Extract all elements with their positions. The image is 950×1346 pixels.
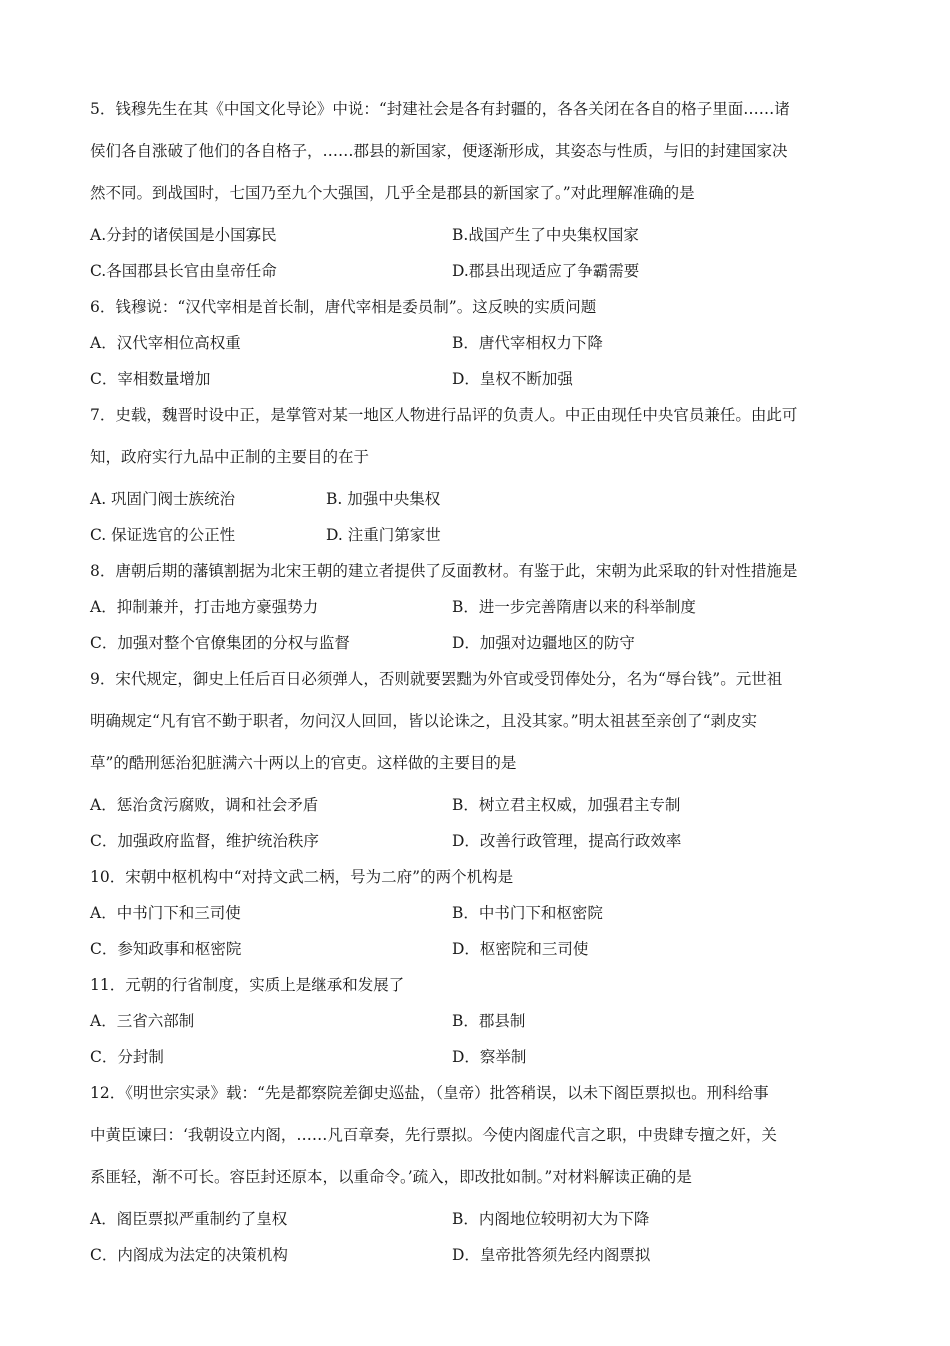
option-d: D. 注重门第家世	[326, 526, 441, 544]
option-b: B．唐代宰相权力下降	[452, 334, 603, 352]
question-stem-line: 侯们各自涨破了他们的各自格子，……郡县的新国家，便逐渐形成，其姿态与性质，与旧的封建国家决	[90, 142, 788, 160]
question-stem-line: 系匪轻，渐不可长。容臣封还原本，以重命令。’疏入，即改批如制。”对材料解读正确的是	[90, 1168, 692, 1186]
question-stem-line: 6．钱穆说：“汉代宰相是首长制，唐代宰相是委员制”。这反映的实质问题	[90, 298, 597, 316]
question-5	[90, 94, 860, 292]
option-row	[90, 790, 860, 826]
option-d: D.郡县出现适应了争霸需要	[452, 262, 640, 280]
question-12	[90, 1078, 860, 1276]
option-b: B．郡县制	[452, 1012, 526, 1030]
option-b: B．进一步完善隋唐以来的科举制度	[452, 598, 696, 616]
question-stem-line: 草”的酷刑惩治犯脏满六十两以上的官吏。这样做的主要目的是	[90, 754, 517, 772]
question-11	[90, 970, 860, 1078]
option-b: B．树立君主权威，加强君主专制	[452, 796, 681, 814]
option-a: A. 巩固门阀士族统治	[90, 490, 236, 508]
option-row	[90, 484, 860, 520]
option-row	[90, 826, 860, 862]
question-stem-line: 12．《明世宗实录》载：“先是都察院差御史巡盐，（皇帝）批答稍误，以未下阁臣票拟也。刑科给事	[90, 1084, 769, 1102]
option-d: D．皇权不断加强	[452, 370, 573, 388]
option-b: B．内阁地位较明初大为下降	[452, 1210, 650, 1228]
option-a: A．三省六部制	[90, 1012, 195, 1030]
option-a: A．汉代宰相位高权重	[90, 334, 241, 352]
option-row	[90, 520, 860, 556]
option-row	[90, 1006, 860, 1042]
option-row	[90, 364, 860, 400]
option-c: C. 保证选官的公正性	[90, 526, 236, 544]
option-d: D．加强对边疆地区的防守	[452, 634, 635, 652]
question-6	[90, 292, 860, 400]
option-b: B．中书门下和枢密院	[452, 904, 603, 922]
option-c: C．参知政事和枢密院	[90, 940, 242, 958]
option-c: C.各国郡县长官由皇帝任命	[90, 262, 277, 280]
question-10	[90, 862, 860, 970]
option-a: A.分封的诸侯国是小国寡民	[90, 226, 277, 244]
option-row	[90, 1240, 860, 1276]
option-c: C．内阁成为法定的决策机构	[90, 1246, 288, 1264]
option-a: A．中书门下和三司使	[90, 904, 241, 922]
option-c: C．加强对整个官僚集团的分权与监督	[90, 634, 350, 652]
question-stem-line: 8．唐朝后期的藩镇割据为北宋王朝的建立者提供了反面教材。有鉴于此，宋朝为此采取的针对性措施是	[90, 562, 798, 580]
option-d: D．改善行政管理，提高行政效率	[452, 832, 682, 850]
option-c: C．宰相数量增加	[90, 370, 211, 388]
option-row	[90, 220, 860, 256]
question-stem-line: 中黄臣谏曰：‘我朝设立内阁，……凡百章奏，先行票拟。今使内阁虚代言之职，中贵肆专擅之奸，关	[90, 1126, 777, 1144]
question-stem-line: 然不同。到战国时，七国乃至九个大强国，几乎全是郡县的新国家了。”对此理解准确的是	[90, 184, 695, 202]
question-8	[90, 556, 860, 664]
question-7	[90, 400, 860, 556]
question-9	[90, 664, 860, 862]
option-row	[90, 1204, 860, 1240]
option-row	[90, 256, 860, 292]
option-d: D．察举制	[452, 1048, 527, 1066]
question-stem-line: 10．宋朝中枢机构中“对持文武二柄，号为二府”的两个机构是	[90, 868, 514, 886]
question-stem-line: 7．史载，魏晋时设中正，是掌管对某一地区人物进行品评的负责人。中正由现任中央官员兼任。由此可	[90, 406, 798, 424]
option-row	[90, 592, 860, 628]
option-b: B.战国产生了中央集权国家	[452, 226, 639, 244]
option-a: A．阁臣票拟严重制约了皇权	[90, 1210, 288, 1228]
option-a: A．抑制兼并，打击地方豪强势力	[90, 598, 319, 616]
question-stem-line: 9．宋代规定，御史上任后百日必须弹人，否则就要罢黜为外官或受罚俸处分，名为“辱台钱”。元世祖	[90, 670, 783, 688]
option-d: D．皇帝批答须先经内阁票拟	[452, 1246, 651, 1264]
option-c: C．分封制	[90, 1048, 164, 1066]
option-d: D．枢密院和三司使	[452, 940, 589, 958]
option-row	[90, 898, 860, 934]
option-a: A．惩治贪污腐败，调和社会矛盾	[90, 796, 319, 814]
question-stem-line: 知，政府实行九品中正制的主要目的在于	[90, 448, 370, 466]
question-stem-line: 5．钱穆先生在其《中国文化导论》中说：“封建社会是各有封疆的，各各关闭在各自的格子里面……诸	[90, 100, 790, 118]
question-stem-line: 明确规定“凡有官不勤于职者，勿问汉人回回，皆以论诛之，且没其家。”明太祖甚至亲创了“剥皮实	[90, 712, 758, 730]
option-c: C．加强政府监督，维护统治秩序	[90, 832, 319, 850]
option-row	[90, 328, 860, 364]
option-row	[90, 628, 860, 664]
option-row	[90, 1042, 860, 1078]
option-row	[90, 934, 860, 970]
question-stem-line: 11．元朝的行省制度，实质上是继承和发展了	[90, 976, 405, 994]
option-b: B. 加强中央集权	[326, 490, 441, 508]
